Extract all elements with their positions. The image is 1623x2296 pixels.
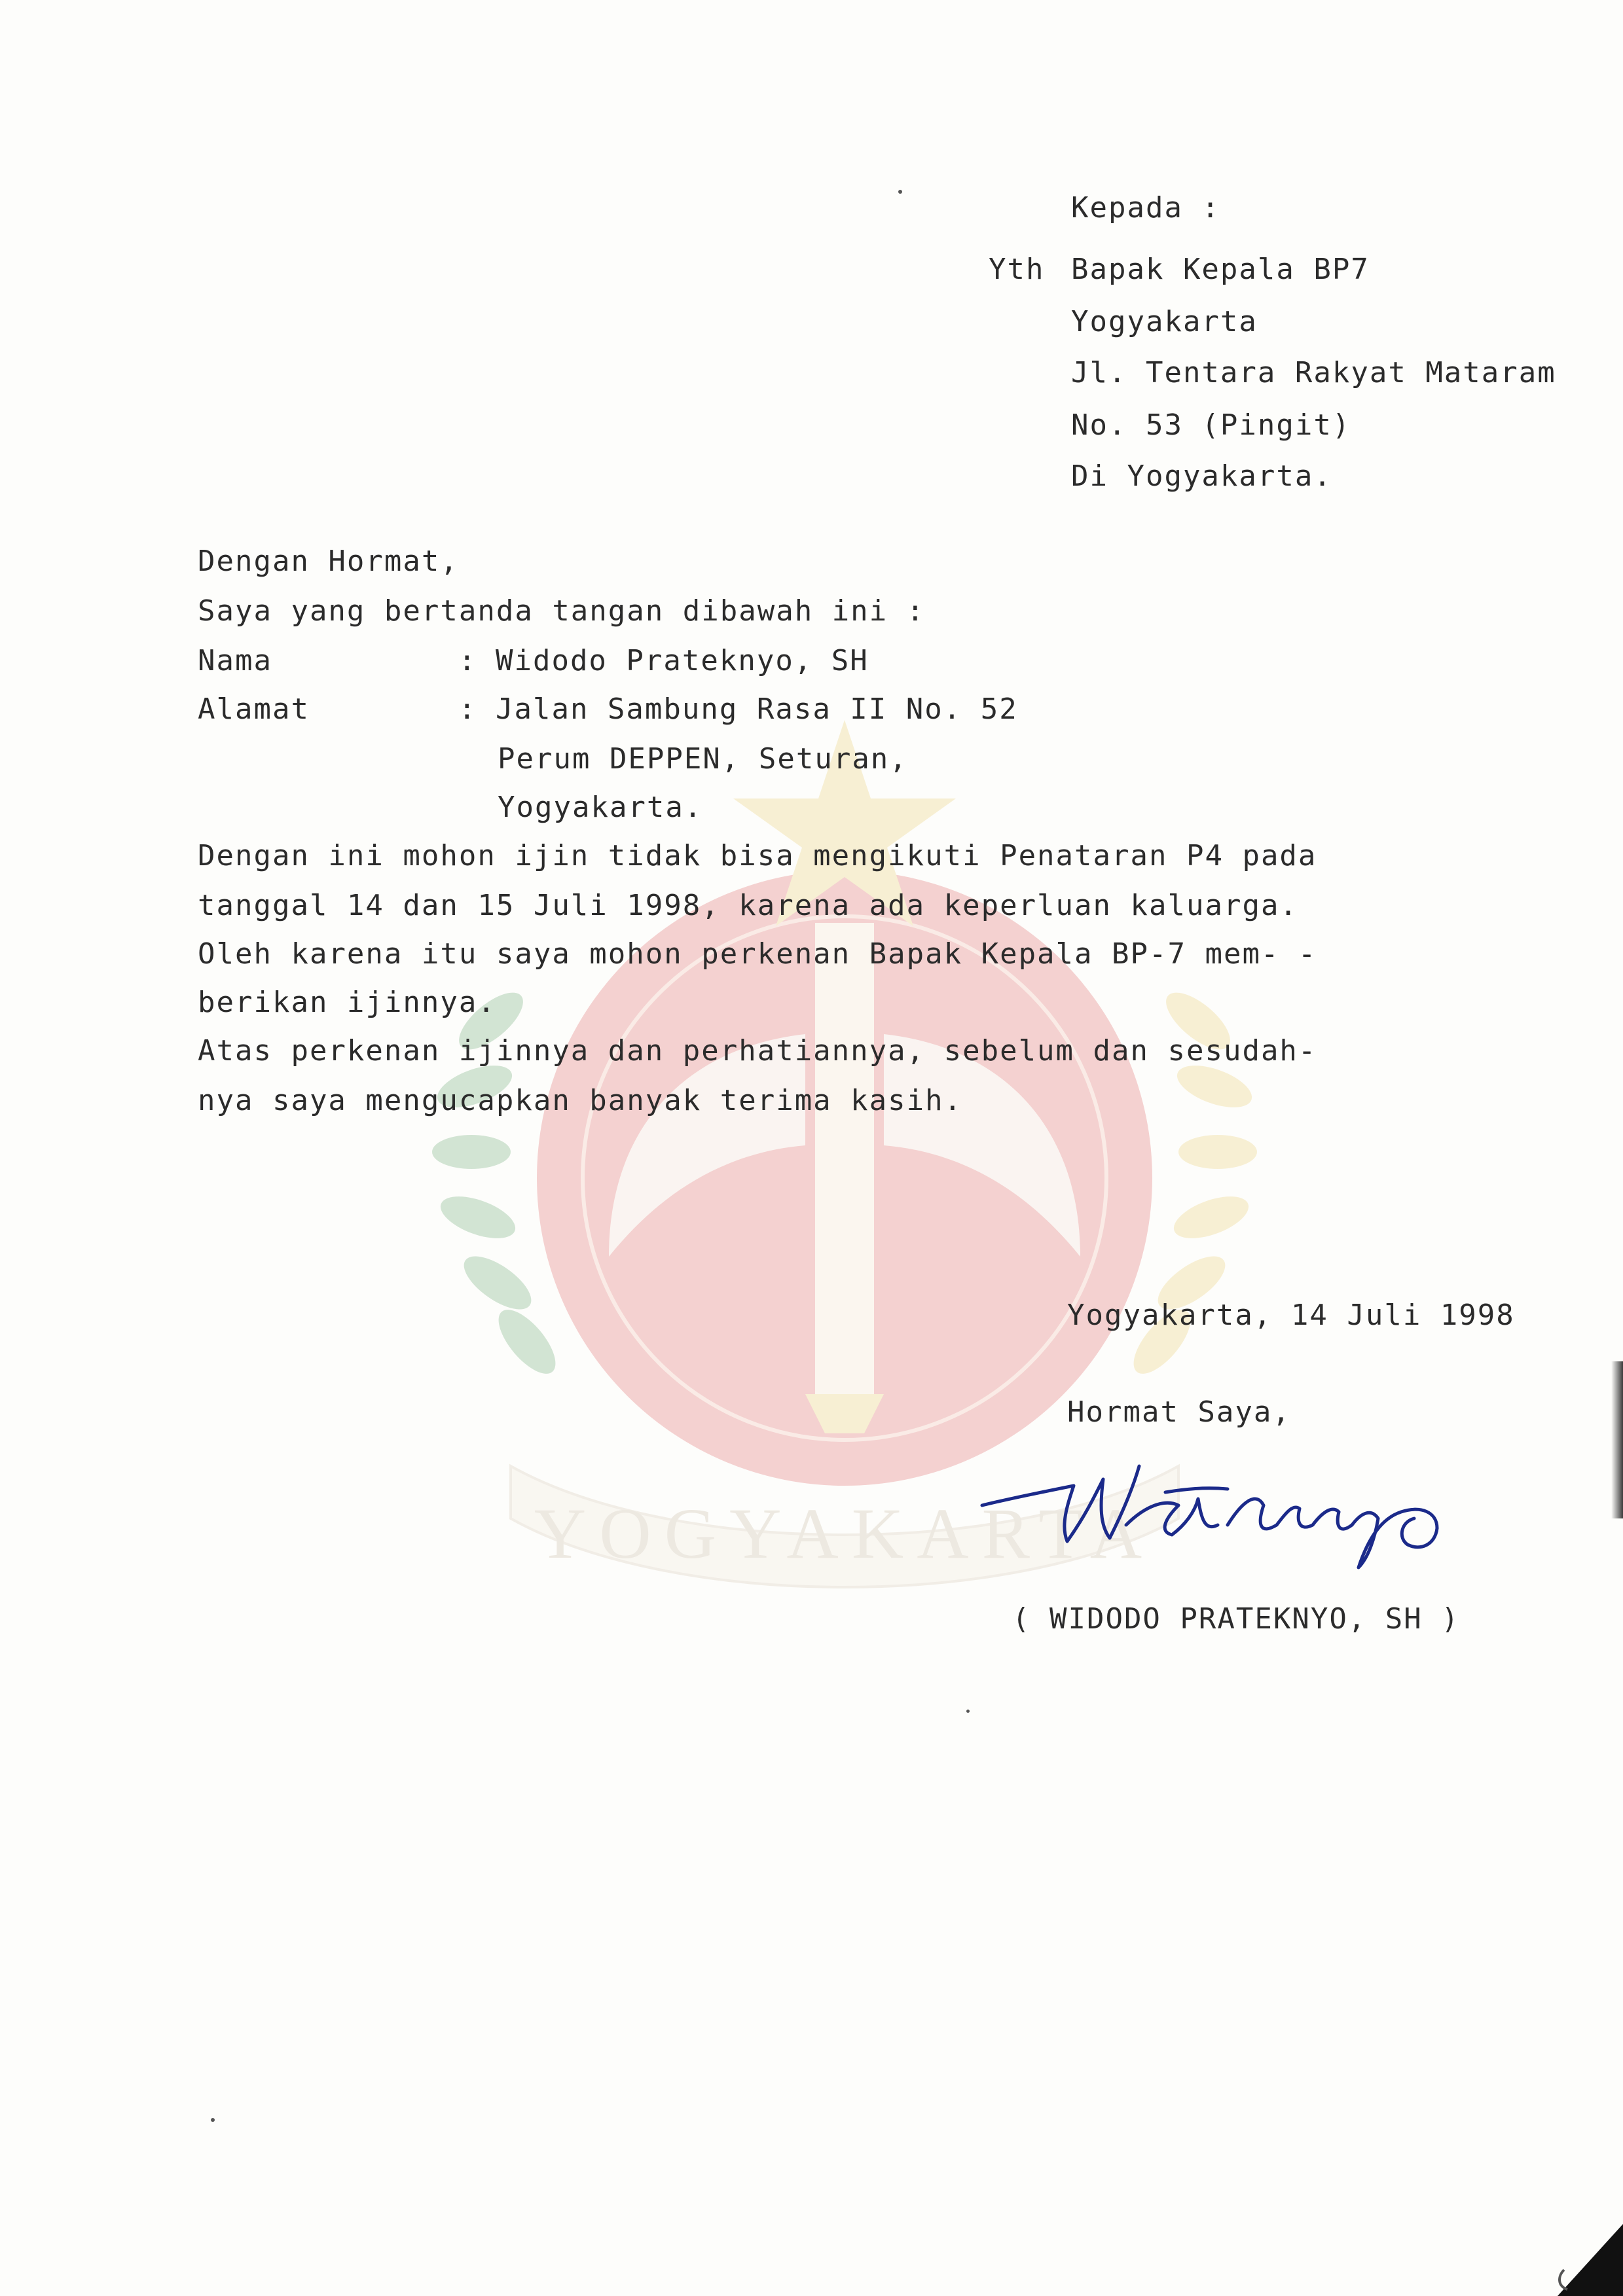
- paragraph-line-1: Dengan ini mohon ijin tidak bisa mengikuti Penataran P4 pada: [198, 839, 1317, 872]
- emblem-tugu: [815, 923, 874, 1394]
- emblem-text: YOGYAKARTA: [534, 1494, 1156, 1573]
- corner-scan-mark: [1544, 2224, 1623, 2296]
- regards: Hormat Saya,: [1067, 1395, 1291, 1429]
- paragraph-line-5: Atas perkenan ijinnya dan perhatiannya, sebelum dan sesudah-: [198, 1034, 1317, 1067]
- recipient-line-2: Yogyakarta: [1071, 305, 1258, 338]
- salutation: Dengan Hormat,: [198, 545, 459, 578]
- recipient-line-1: Bapak Kepala BP7: [1071, 253, 1370, 286]
- paragraph-line-4: berikan ijinnya.: [198, 986, 496, 1019]
- recipient-line-5: Di Yogyakarta.: [1071, 459, 1332, 493]
- alamat-line-3: Yogyakarta.: [498, 791, 703, 824]
- alamat-line-1: : Jalan Sambung Rasa II No. 52: [458, 692, 1018, 726]
- scan-speck: [966, 1710, 970, 1713]
- paragraph-line-3: Oleh karena itu saya mohon perkenan Bapak Kepala BP-7 mem- -: [198, 937, 1317, 971]
- alamat-line-2: Perum DEPPEN, Seturan,: [498, 742, 908, 776]
- nama-label: Nama: [198, 644, 272, 677]
- nama-value: : Widodo Prateknyo, SH: [458, 644, 869, 677]
- alamat-label: Alamat: [198, 692, 310, 726]
- scan-speck: [898, 190, 902, 194]
- kepada-label: Kepada :: [1071, 191, 1220, 224]
- recipient-line-4: No. 53 (Pingit): [1071, 408, 1351, 442]
- recipient-line-3: Jl. Tentara Rakyat Mataram: [1071, 356, 1556, 389]
- paragraph-line-2: tanggal 14 dan 15 Juli 1998, karena ada keperluan kaluarga.: [198, 889, 1298, 922]
- page-edge-shadow: [1611, 1361, 1623, 1518]
- yth-label: Yth: [989, 253, 1045, 286]
- place-date: Yogyakarta, 14 Juli 1998: [1067, 1299, 1515, 1332]
- scan-speck: [211, 2118, 215, 2122]
- intro-line: Saya yang bertanda tangan dibawah ini :: [198, 594, 926, 628]
- signer-name: ( WIDODO PRATEKNYO, SH ): [1012, 1602, 1460, 1636]
- paragraph-line-6: nya saya mengucapkan banyak terima kasih.: [198, 1084, 963, 1117]
- handwritten-signature: [969, 1427, 1467, 1577]
